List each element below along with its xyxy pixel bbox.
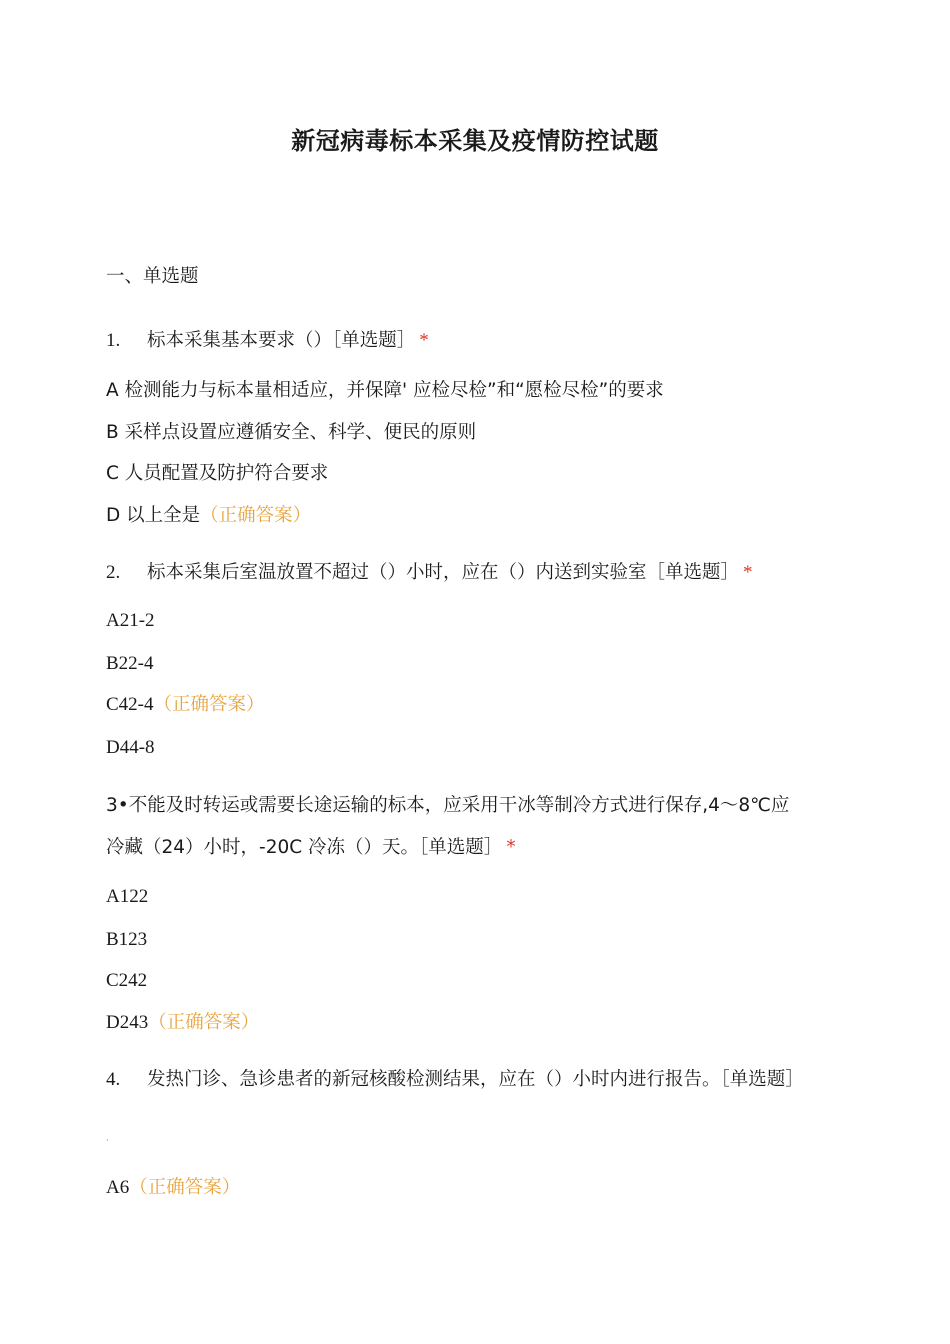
question-text: 标本采集基本要求（）［单选题］ xyxy=(147,330,416,351)
option-1d xyxy=(106,503,846,529)
option-text: C42-4 xyxy=(106,694,154,715)
question-3-line-1 xyxy=(106,793,846,819)
option-1c: C 人员配置及防护符合要求 xyxy=(106,463,329,484)
option-2b: B22-4 xyxy=(106,653,154,674)
correct-answer-label: （正确答案） xyxy=(148,1012,260,1033)
option-text: A6 xyxy=(106,1177,130,1198)
question-text: 发热门诊、急诊患者的新冠核酸检测结果，应在（）小时内进行报告。［单选题］ xyxy=(147,1069,804,1090)
option-3b: B123 xyxy=(106,929,148,950)
question-text: 不能及时转运或需要长途运输的标本，应采用干冰等制冷方式进行保存,4〜8℃应 xyxy=(128,795,790,816)
document-title: 新冠病毒标本采集及疫情防控试题 xyxy=(291,127,659,155)
correct-answer-label: （正确答案） xyxy=(129,1177,241,1198)
question-text: 标本采集后室温放置不超过（）小时，应在（）内送到实验室［单选题］ xyxy=(147,562,740,583)
option-3c: C242 xyxy=(106,970,148,991)
option-3a: A122 xyxy=(106,886,149,907)
question-number: 2. xyxy=(106,562,121,583)
question-number: 1. xyxy=(106,330,121,351)
section-heading: 一、单选题 xyxy=(106,266,199,287)
question-4 xyxy=(106,1067,840,1092)
question-number: 4. xyxy=(106,1069,121,1090)
correct-answer-label: （正确答案） xyxy=(200,505,312,526)
option-4a xyxy=(106,1175,846,1201)
option-2a: A21-2 xyxy=(106,610,155,631)
option-2d: D44-8 xyxy=(106,737,155,758)
option-1b: B 采样点设置应遵循安全、科学、便民的原则 xyxy=(106,422,477,443)
option-text: D 以上全是 xyxy=(106,505,201,526)
option-3d xyxy=(106,1010,846,1036)
question-1 xyxy=(106,328,846,354)
stray-mark: · xyxy=(106,1136,109,1145)
question-number: 3• xyxy=(106,795,129,816)
option-2c xyxy=(106,692,846,718)
correct-answer-label: （正确答案） xyxy=(153,694,265,715)
question-3-line-2 xyxy=(106,835,846,861)
option-text: D243 xyxy=(106,1012,149,1033)
option-1a: A 检测能力与标本量相适应，并保障' 应检尽检”和“愿检尽检”的要求 xyxy=(106,380,664,401)
question-text: 冷藏（24）小时，-20C 冷冻（）天。［单选题］ xyxy=(106,837,503,858)
required-marker: * xyxy=(506,837,516,858)
question-2 xyxy=(106,560,846,586)
required-marker: * xyxy=(743,562,753,583)
required-marker: * xyxy=(419,330,429,351)
